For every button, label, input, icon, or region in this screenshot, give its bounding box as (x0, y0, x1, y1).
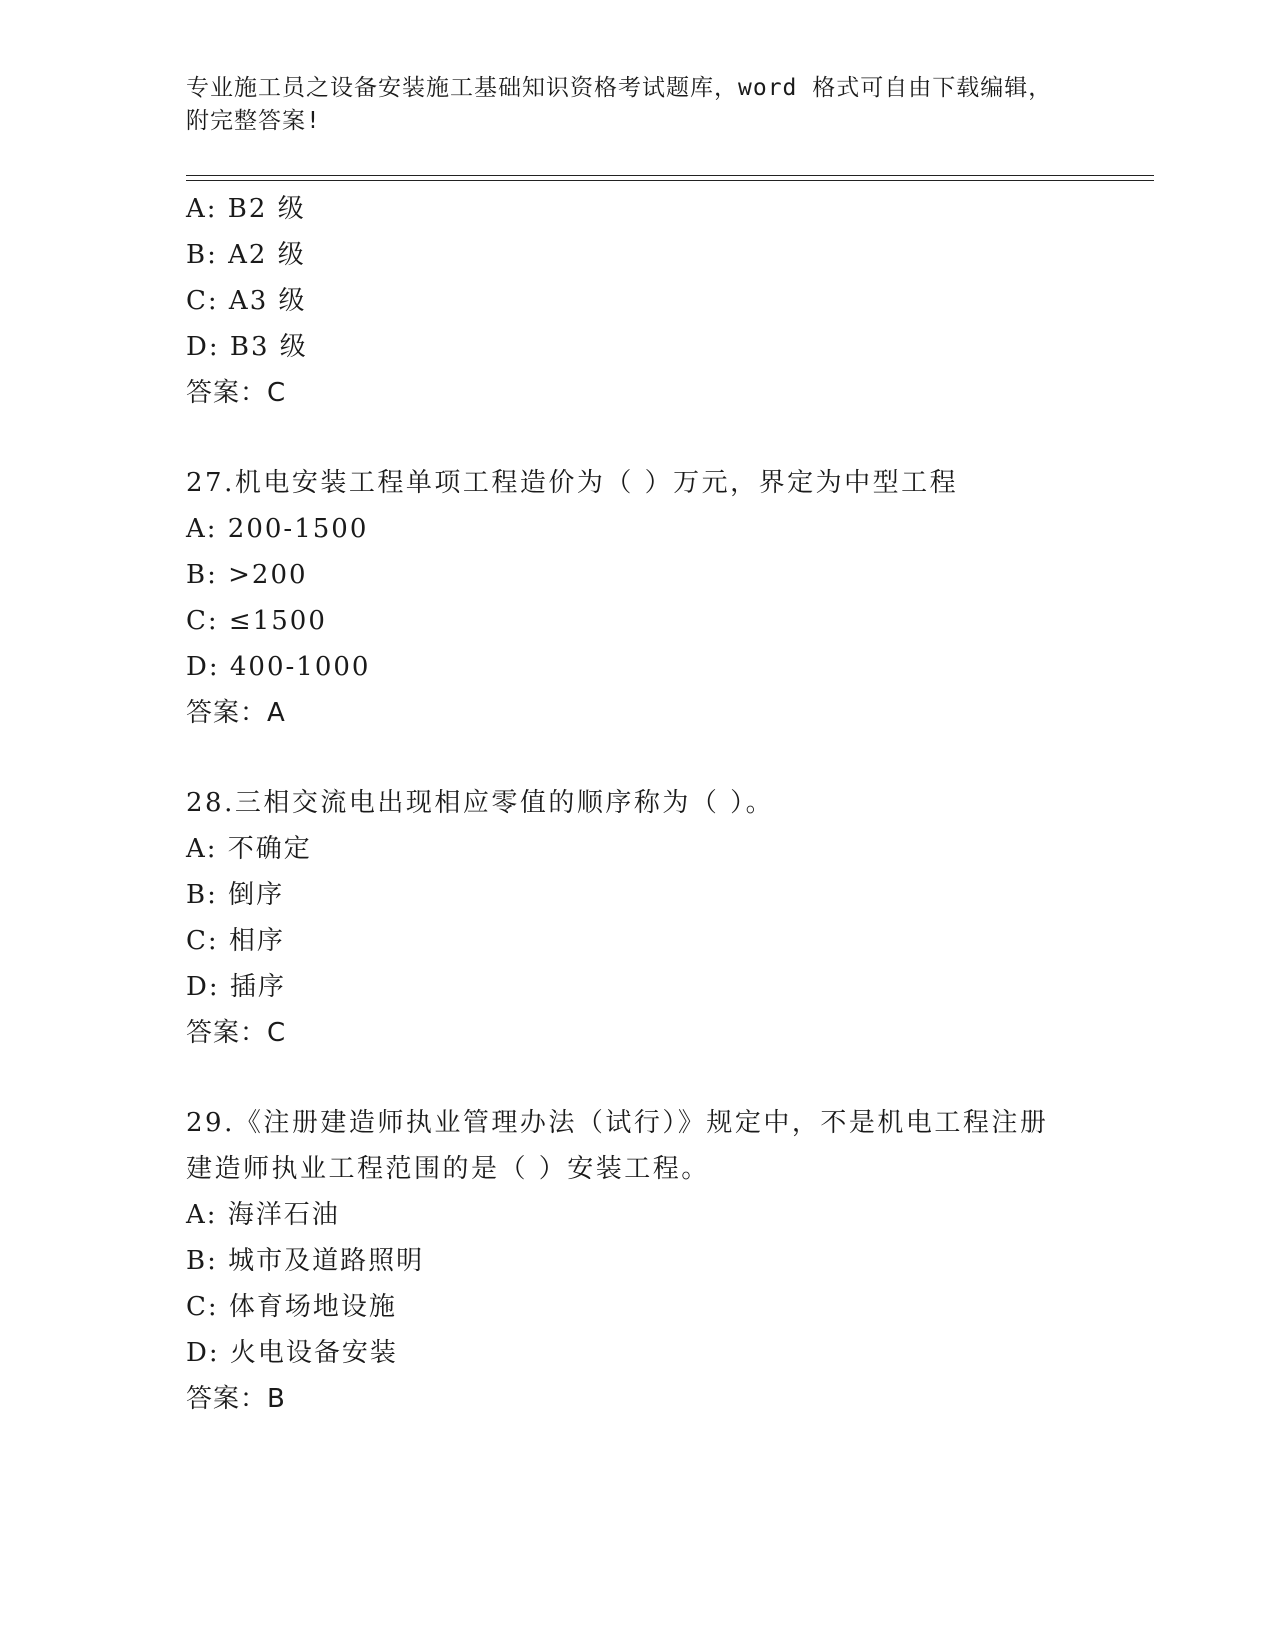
option-d: D: B3 级 (186, 332, 308, 362)
question-gap (186, 736, 1154, 780)
option-d: D: 400-1000 (186, 652, 371, 682)
header-divider-bottom (186, 180, 1154, 181)
question-title-line-1: 29.《注册建造师执业管理办法（试行）》规定中，不是机电工程注册 (186, 1108, 1049, 1138)
option-c: C: ≤1500 (186, 606, 327, 636)
option-a: A: B2 级 (186, 194, 306, 224)
option-a: A: 200-1500 (186, 514, 369, 544)
question-title: 28.三相交流电出现相应零值的顺序称为（ ）。 (186, 788, 775, 818)
question-26-continued (186, 186, 1154, 416)
question-29 (186, 1100, 1154, 1422)
answer-text: 答案：B (186, 1384, 286, 1414)
header-divider-top (186, 175, 1154, 176)
header-line-2: 附完整答案! (186, 108, 321, 134)
question-28 (186, 780, 1154, 1056)
option-c: C: 相序 (186, 926, 285, 956)
option-b: B: >200 (186, 560, 308, 590)
option-b: B: A2 级 (186, 240, 306, 270)
question-title: 27.机电安装工程单项工程造价为（ ）万元，界定为中型工程 (186, 468, 959, 498)
option-d: D: 插序 (186, 972, 286, 1002)
answer-text: 答案：C (186, 378, 287, 408)
question-title-line-2: 建造师执业工程范围的是（ ）安装工程。 (186, 1154, 710, 1184)
document-header (186, 72, 1066, 138)
question-gap (186, 1056, 1154, 1100)
answer-text: 答案：C (186, 1018, 287, 1048)
question-gap (186, 416, 1154, 460)
option-d: D: 火电设备安装 (186, 1338, 398, 1368)
header-line-1: 专业施工员之设备安装施工基础知识资格考试题库，word 格式可自由下载编辑， (186, 75, 1053, 101)
option-a: A: 海洋石油 (186, 1200, 340, 1230)
option-a: A: 不确定 (186, 834, 312, 864)
answer-text: 答案：A (186, 698, 286, 728)
question-27 (186, 460, 1154, 736)
option-c: C: 体育场地设施 (186, 1292, 397, 1322)
option-b: B: 城市及道路照明 (186, 1246, 425, 1276)
question-list (186, 186, 1154, 1422)
option-c: C: A3 级 (186, 286, 307, 316)
option-b: B: 倒序 (186, 880, 285, 910)
